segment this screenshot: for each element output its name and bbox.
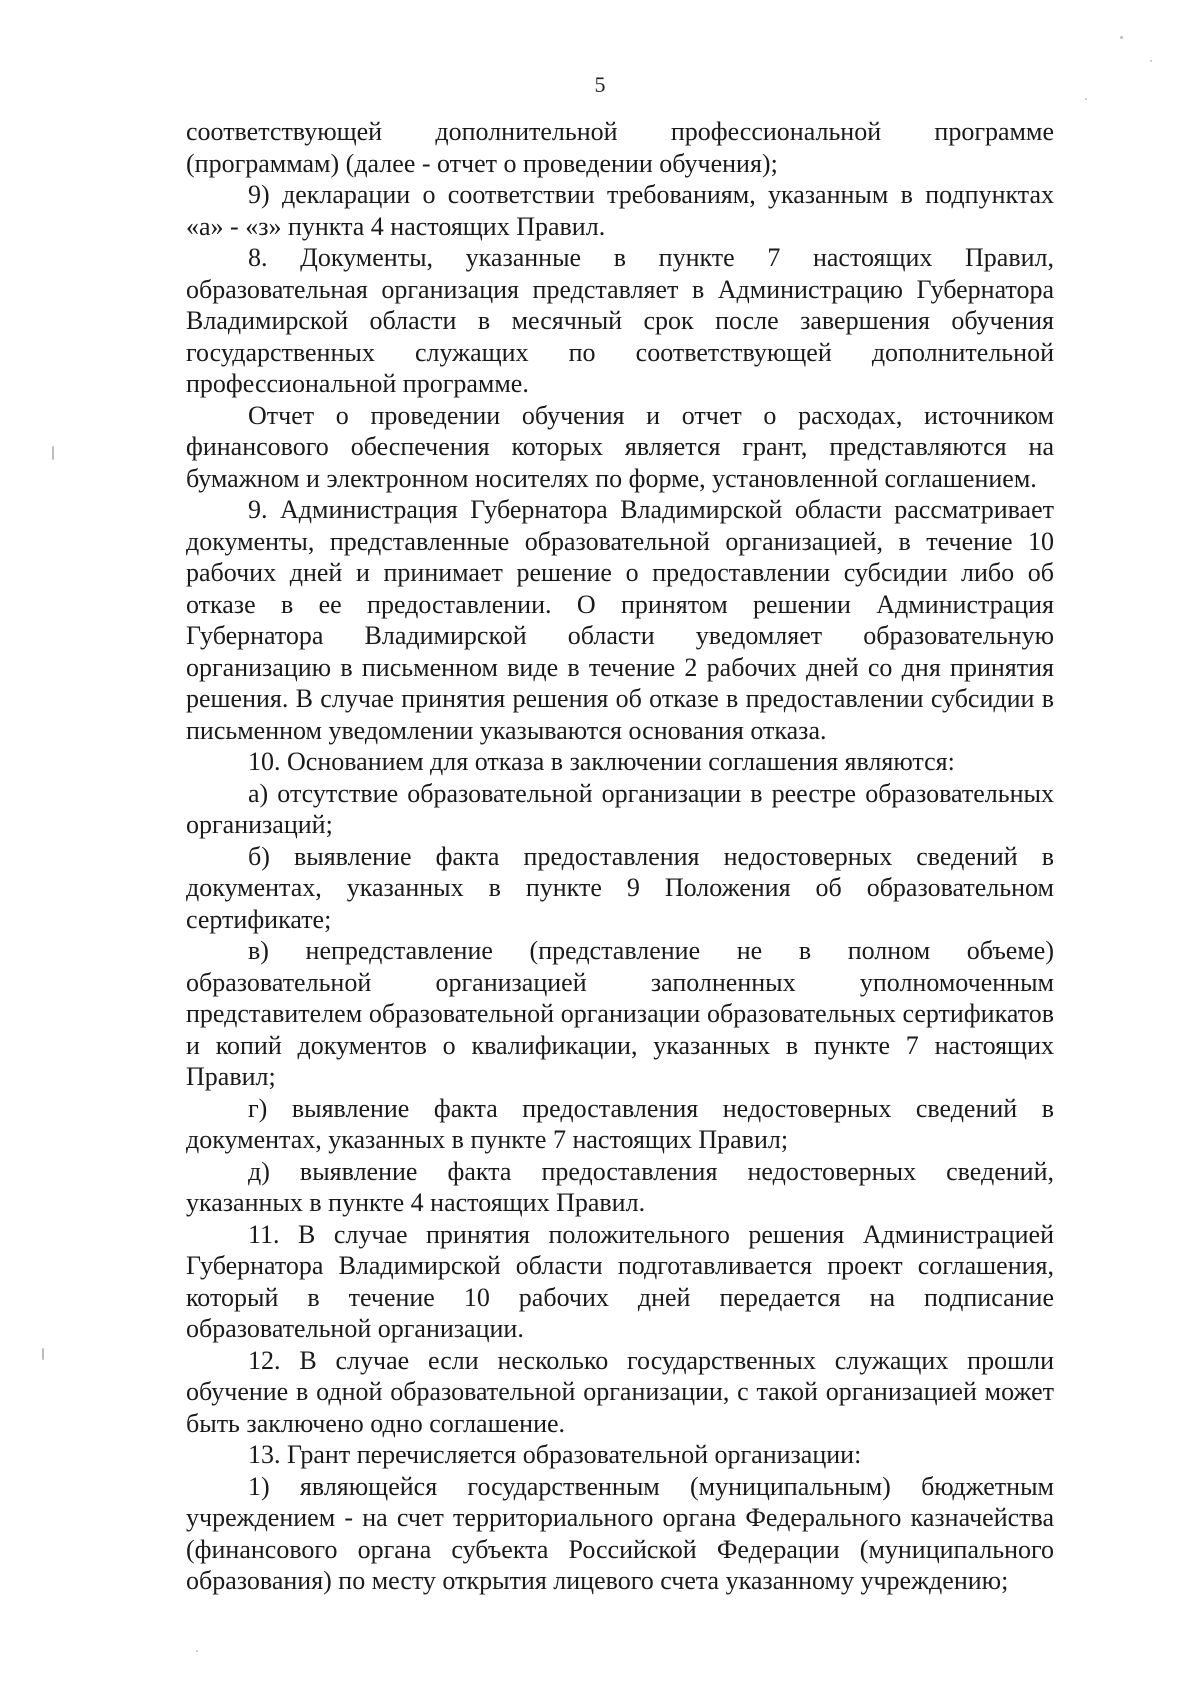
paragraph-13: 13. Грант перечисляется образовательной организации:	[248, 1440, 862, 1469]
paragraph-10-v: в) непредставление (представление не в полном объеме) образовательной организацией заполненных уполномоченным представителем образовательной организации образовательных сертификатов и копий документов о квалификации, указанных в пункте 7 настоящих Правил;	[186, 936, 1054, 1091]
document-body	[186, 116, 1054, 1597]
paragraph-10: 10. Основанием для отказа в заключении соглашения являются:	[248, 747, 955, 776]
paragraph-report: Отчет о проведении обучения и отчет о расходах, источником финансового обеспечения которых является грант, представляются на бумажном и электронном носителях по форме, установленной соглашением.	[186, 400, 1054, 493]
scan-speck	[42, 1348, 44, 1360]
paragraph-10-b: б) выявление факта предоставления недостоверных сведений в документах, указанных в пункте 9 Положения об образовательном сертификате;	[186, 841, 1054, 934]
paragraph-8: 8. Документы, указанные в пункте 7 настоящих Правил, образовательная организация представляет в Администрацию Губернатора Владимирской области в месячный срок после завершения обучения государственных служащих по соответствующей дополнительной профессиональной программе.	[186, 243, 1054, 398]
scan-speck	[196, 1650, 198, 1652]
scan-speck	[52, 446, 54, 460]
paragraph-10-a: а) отсутствие образовательной организации в реестре образовательных организаций;	[186, 778, 1054, 839]
paragraph-13-1: 1) являющейся государственным (муниципальным) бюджетным учреждением - на счет территориального органа Федерального казначейства (финансового органа субъекта Российской Федерации (муниципального образования) по месту открытия лицевого счета указанному учреждению;	[186, 1471, 1054, 1595]
paragraph-12: 12. В случае если несколько государственных служащих прошли обучение в одной образовательной организации, с такой организацией может быть заключено одно соглашение.	[186, 1345, 1054, 1438]
paragraph-10-g: г) выявление факта предоставления недостоверных сведений в документах, указанных в пункте 7 настоящих Правил;	[186, 1093, 1054, 1154]
page-number: 5	[594, 72, 606, 97]
paragraph-9: 9. Администрация Губернатора Владимирской области рассматривает документы, представленные образовательной организацией, в течение 10 рабочих дней и принимает решение о предоставлении субсидии либо об отказе в ее предоставлении. О принятом решении Администрация Губернатора Владимирской области уведомляет образовательную организацию в письменном виде в течение 2 рабочих дней со дня принятия решения. В случае принятия решения об отказе в предоставлении субсидии в письменном уведомлении указываются основания отказа.	[186, 495, 1054, 745]
scan-speck	[1120, 36, 1123, 39]
paragraph-item-9-declarations: 9) декларации о соответствии требованиям, указанным в подпунктах «а» - «з» пункта 4 настоящих Правил.	[186, 180, 1054, 241]
paragraph-continuation: соответствующей дополнительной профессиональной программе (программам) (далее - отчет о проведении обучения);	[186, 117, 1054, 178]
scan-speck	[1085, 98, 1087, 100]
paragraph-11: 11. В случае принятия положительного решения Администрацией Губернатора Владимирской области подготавливается проект соглашения, который в течение 10 рабочих дней передается на подписание образовательной организации.	[186, 1219, 1054, 1343]
paragraph-10-d: д) выявление факта предоставления недостоверных сведений, указанных в пункте 4 настоящих Правил.	[186, 1156, 1054, 1217]
scan-speck	[1150, 60, 1152, 62]
